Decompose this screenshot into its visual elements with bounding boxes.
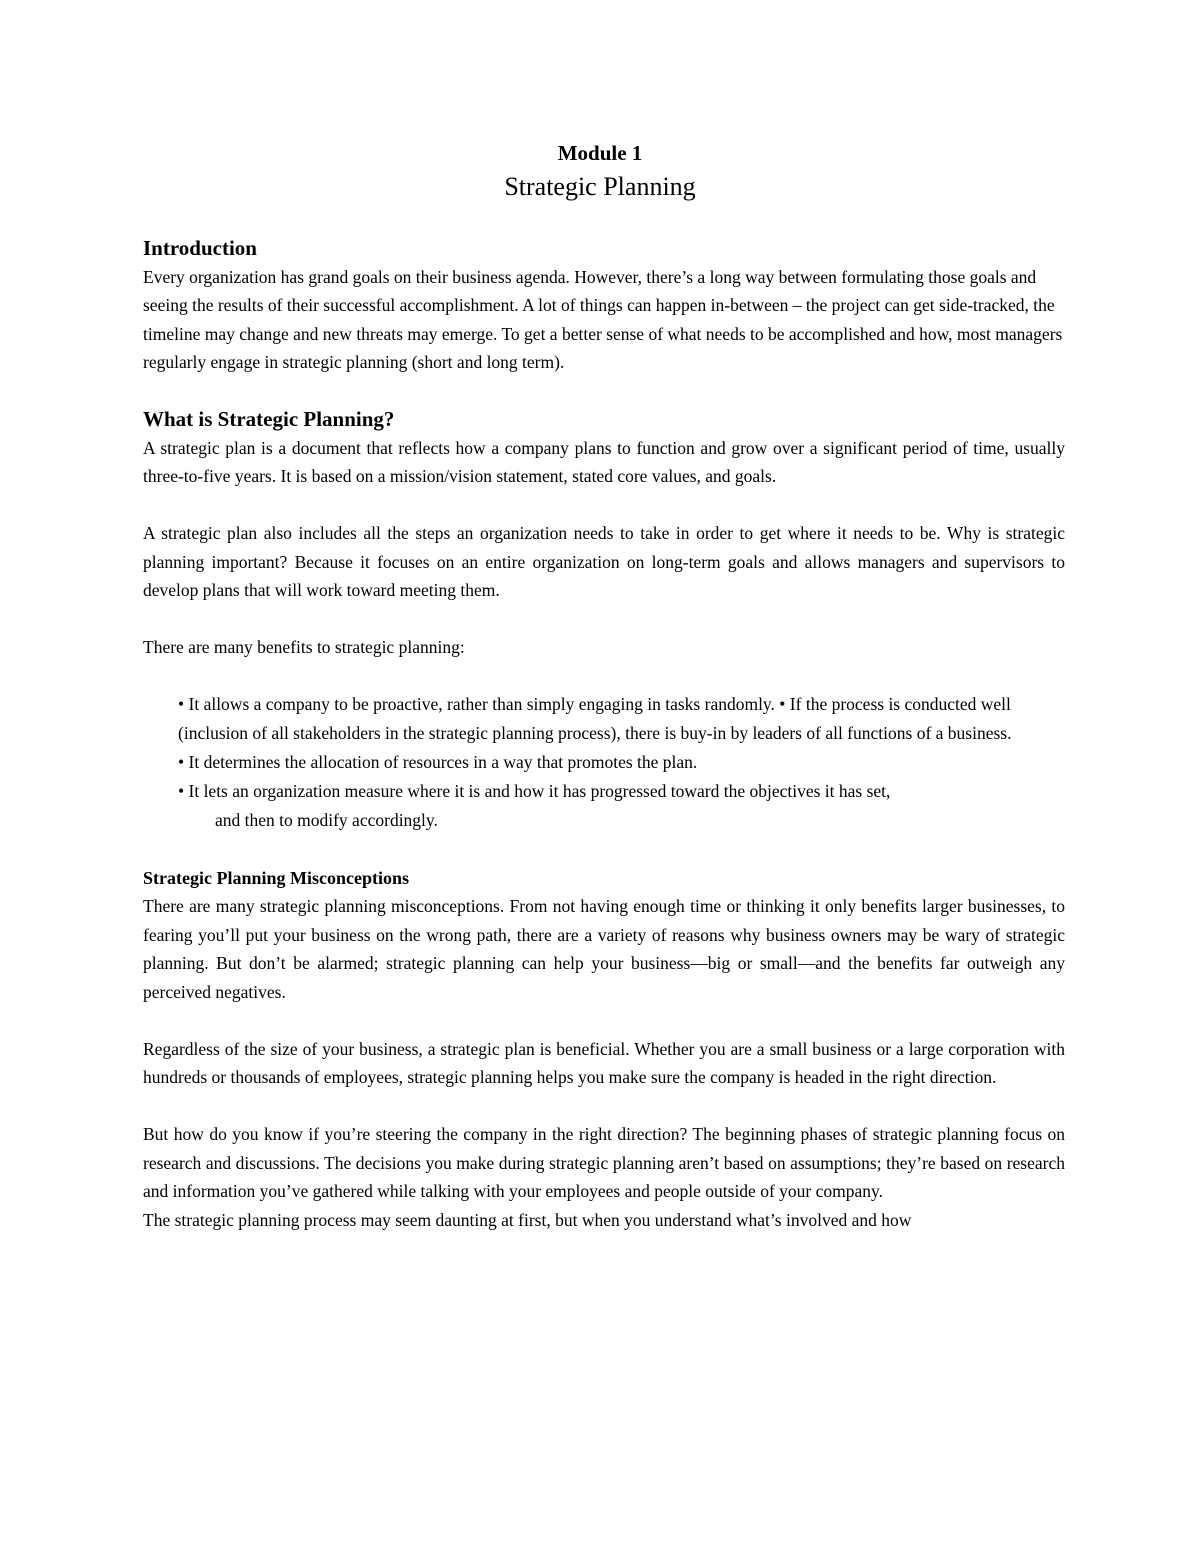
misconceptions-paragraph-1: There are many strategic planning misconceptions. From not having enough time or thinking it only benefits larger businesses, to fearing you’ll put your business on the wrong path, there are a variety of reasons why business owners may be wary of strategic planning. But don’t be alarmed; strategic planning can help your business—big or small—and the benefits far outweigh any perceived negatives. bbox=[143, 896, 1065, 1002]
misconceptions-paragraph-4: The strategic planning process may seem daunting at first, but when you understand what’s involved and how bbox=[143, 1209, 912, 1230]
spacer bbox=[143, 1006, 1065, 1035]
spacer bbox=[143, 1092, 1065, 1121]
spacer bbox=[143, 835, 1065, 864]
benefits-list bbox=[143, 690, 1065, 835]
misconceptions-heading: Strategic Planning Misconceptions bbox=[143, 867, 409, 888]
what-is-paragraph-2: A strategic plan also includes all the steps an organization needs to take in order to get where it needs to be. Why is strategic planning important? Because it focuses on an entire organization on long-term goals and allows managers and supervisors to develop plans that will work toward meeting them. bbox=[143, 523, 1065, 600]
introduction-section bbox=[143, 234, 1065, 377]
list-item bbox=[178, 777, 1065, 835]
list-item-continuation: and then to modify accordingly. bbox=[215, 810, 438, 830]
introduction-heading: Introduction bbox=[143, 236, 257, 260]
what-is-heading: What is Strategic Planning? bbox=[143, 407, 395, 431]
spacer bbox=[143, 605, 1065, 634]
misconceptions-paragraph-2: Regardless of the size of your business, a strategic plan is beneficial. Whether you are a small business or a large corporation with hundreds or thousands of employees, strategic planning helps you make sure the company is headed in the right direction. bbox=[143, 1038, 1065, 1087]
misconceptions-section bbox=[143, 864, 1065, 1235]
what-is-paragraph-1: A strategic plan is a document that reflects how a company plans to function and grow over a significant period of time, usually three-to-five years. It is based on a mission/vision statement, stated core values, and goals. bbox=[143, 437, 1065, 486]
page-title: Strategic Planning bbox=[504, 172, 696, 201]
what-is-section bbox=[143, 405, 1065, 835]
list-item: • It determines the allocation of resources in a way that promotes the plan. bbox=[178, 752, 698, 772]
benefits-intro: There are many benefits to strategic planning: bbox=[143, 637, 465, 657]
misconceptions-paragraph-3: But how do you know if you’re steering the company in the right direction? The beginning phases of strategic planning focus on research and discussions. The decisions you make during strategic planning aren’t based on assumptions; they’re based on research and information you’ve gathered while talking with your employees and people outside of your company. bbox=[143, 1124, 1065, 1201]
list-item-text: • It lets an organization measure where it is and how it has progressed toward the objectives it has set, bbox=[178, 781, 891, 801]
spacer bbox=[143, 491, 1065, 520]
spacer bbox=[143, 377, 1065, 406]
module-label: Module 1 bbox=[557, 141, 643, 165]
document-body bbox=[143, 234, 1065, 1234]
introduction-paragraph: Every organization has grand goals on their business agenda. However, there’s a long way between formulating those goals and seeing the results of their successful accomplishment. A lot of things can happen in-between – the project can get side-tracked, the timeline may change and new threats may emerge. To get a better sense of what needs to be accomplished and how, most managers regularly engage in strategic planning (short and long term). bbox=[143, 266, 1063, 372]
list-item: • It allows a company to be proactive, rather than simply engaging in tasks randomly. • If the process is conducted well (inclusion of all stakeholders in the strategic planning process), there is buy-in by leaders of all functions of a business. bbox=[178, 694, 1012, 743]
spacer bbox=[143, 662, 1065, 691]
